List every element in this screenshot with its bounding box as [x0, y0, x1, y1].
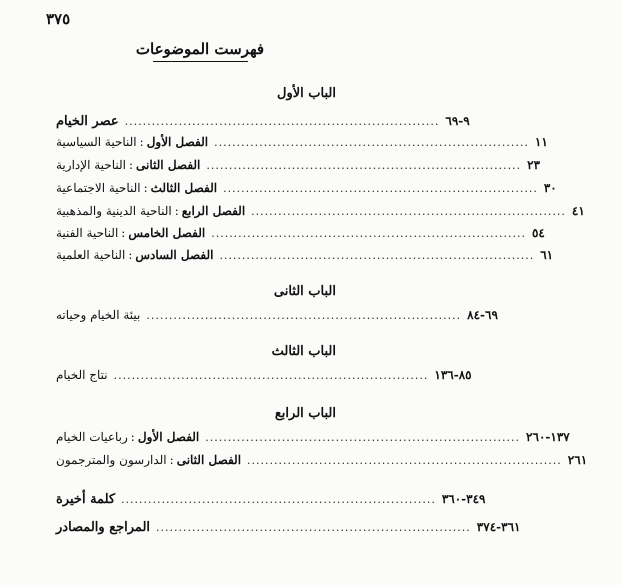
part-heading-4: الباب الرابع: [274, 406, 336, 421]
entry-label: الفصل الأول:رباعيات الخيام: [56, 430, 200, 444]
entry-pages: ٦٩-٨٤: [467, 308, 498, 322]
page-number: ٣٧٥: [46, 10, 71, 28]
dot-leader: ......................................................................: [211, 227, 526, 240]
entry-label: الفصل الأول:الناحية السياسية: [56, 135, 209, 149]
entry-label: الفصل الثالث:الناحية الاجتماعية: [56, 181, 218, 195]
title-text: فهرست الموضوعات: [135, 40, 265, 58]
entry-pages: ٣٤٩-٣٦٠: [441, 492, 486, 506]
dot-leader: ......................................................................: [214, 136, 529, 149]
entry-label: الفصل الرابع:الناحية الدينية والمذهبية: [56, 204, 246, 218]
entry-pages: ٢٣: [527, 158, 541, 172]
toc-entry: [56, 368, 472, 386]
entry-pages: ٦١: [540, 248, 554, 262]
toc-entry: [56, 114, 470, 132]
toc-entry: [56, 308, 498, 326]
page-title: [0, 40, 400, 62]
entry-pages: ٨٥-١٣٦: [434, 368, 472, 382]
dot-leader: ......................................................................: [146, 309, 462, 322]
toc-entry: [56, 430, 570, 448]
entry-label: الفصل السادس:الناحية العلمية: [56, 248, 214, 262]
part-heading-1: الباب الأول: [277, 86, 336, 101]
dot-leader: ......................................................................: [223, 182, 538, 195]
part-heading-2: الباب الثانى: [273, 284, 336, 299]
entry-label: بيئة الخيام وحياته: [56, 308, 141, 322]
entry-pages: ٥٤: [531, 226, 545, 240]
toc-entry: [56, 204, 585, 222]
entry-label: الفصل الثانى:الدارسون والمترجمون: [56, 453, 242, 467]
toc-entry: [56, 453, 588, 471]
entry-pages: ١٣٧-٢٦٠: [526, 430, 570, 444]
dot-leader: ......................................................................: [247, 454, 562, 467]
entry-pages: ٤١: [571, 204, 585, 218]
toc-entry: [56, 520, 521, 538]
dot-leader: ......................................................................: [205, 431, 521, 444]
entry-label: كلمة أخيرة: [56, 492, 116, 507]
entry-pages: ٢٦١: [567, 453, 588, 467]
entry-label: الفصل الخامس:الناحية الفنية: [56, 226, 206, 240]
toc-entry: [56, 158, 541, 176]
toc-entry: [56, 226, 545, 244]
dot-leader: ......................................................................: [124, 115, 440, 128]
toc-entry: [56, 181, 557, 199]
toc-entry: [56, 135, 548, 153]
toc-entry: [56, 492, 486, 510]
dot-leader: ......................................................................: [251, 205, 566, 218]
dot-leader: ......................................................................: [156, 521, 471, 534]
part-heading-3: الباب الثالث: [271, 344, 336, 359]
dot-leader: ......................................................................: [121, 493, 436, 506]
dot-leader: ......................................................................: [219, 249, 535, 262]
entry-pages: ٣٠: [543, 181, 557, 195]
dot-leader: ......................................................................: [113, 369, 429, 382]
entry-pages: ٣٦١-٣٧٤: [476, 520, 521, 534]
entry-label: عصر الخيام: [56, 114, 119, 129]
entry-label: نتاج الخيام: [56, 368, 108, 382]
entry-label: المراجع والمصادر: [56, 520, 151, 535]
title-underline: [153, 61, 248, 62]
entry-label: الفصل الثانى:الناحية الإدارية: [56, 158, 201, 172]
dot-leader: ......................................................................: [206, 159, 522, 172]
entry-pages: ٩-٦٩: [445, 114, 470, 128]
entry-pages: ١١: [534, 135, 548, 149]
toc-entry: [56, 248, 554, 266]
